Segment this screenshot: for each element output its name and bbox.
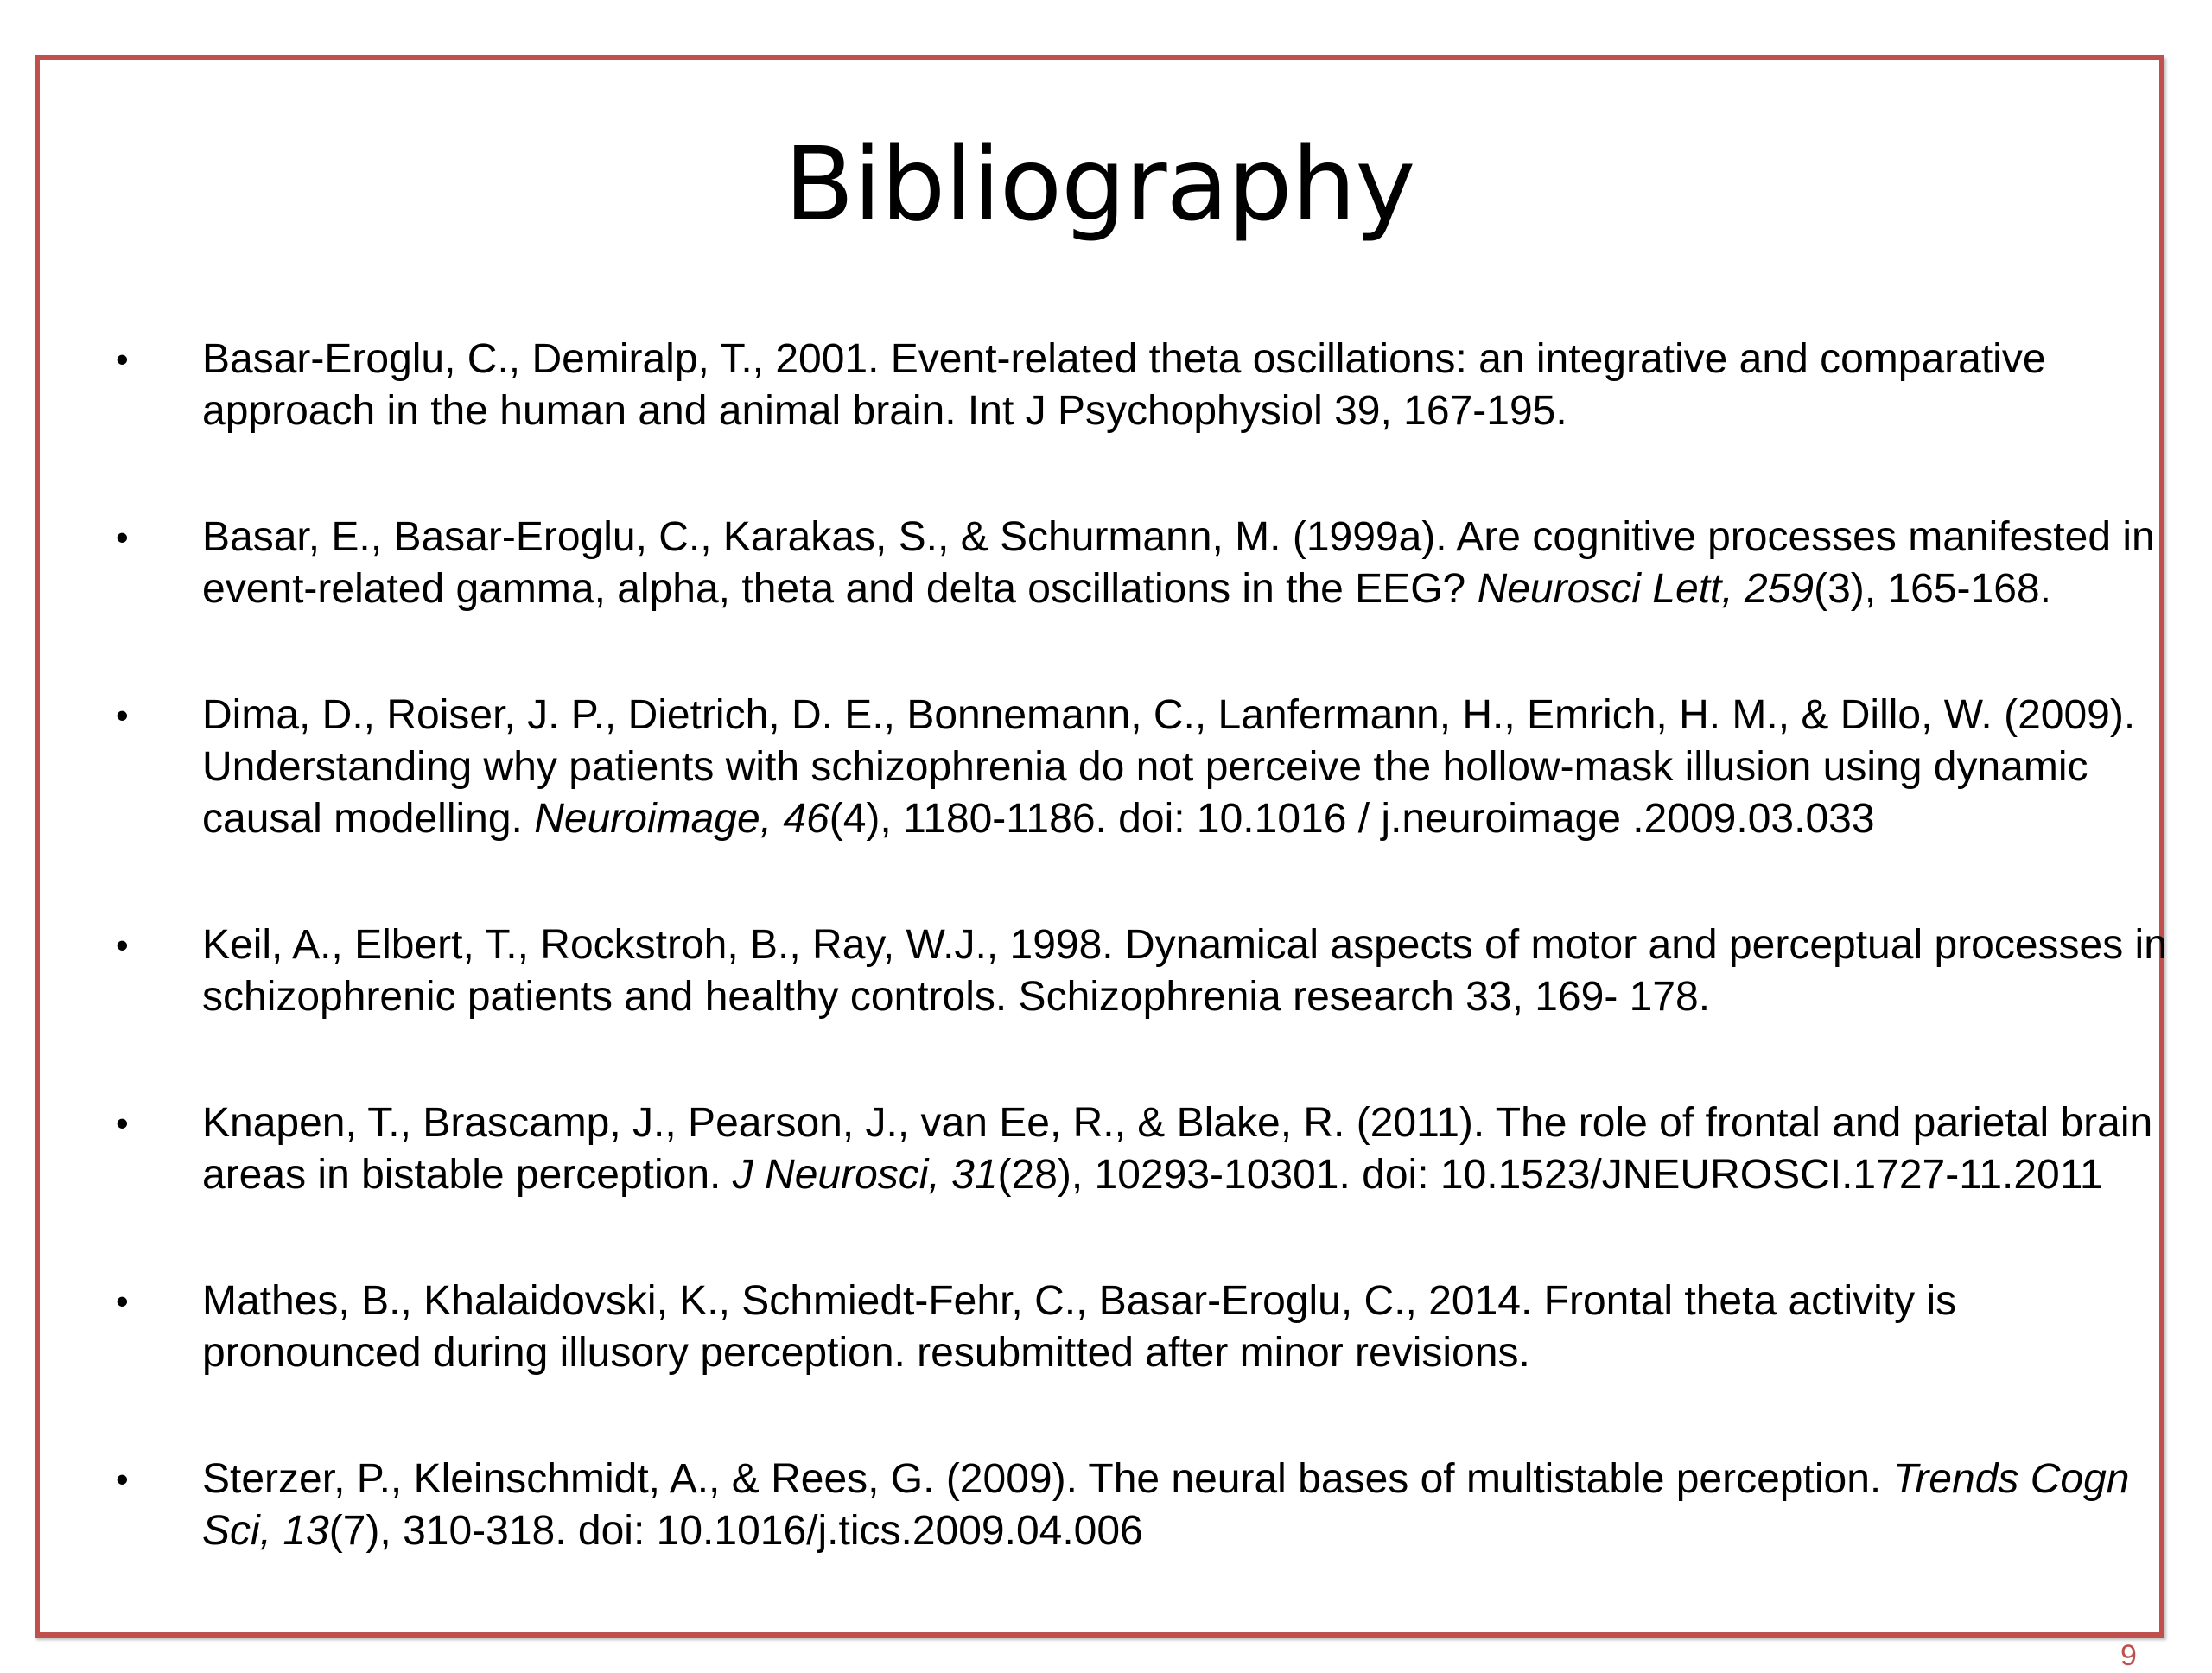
entry-text: Keil, A., Elbert, T., Rockstroh, B., Ray, W.J., 1998. Dynamical aspects of motor and perceptual processes in schizophrenic patients and healthy controls. Schizophrenia research 33, 169- 178. [202,922,2167,1020]
bibliography-entry [109,690,2183,845]
entry-text: Basar-Eroglu, C., Demiralp, T., 2001. Event-related theta oscillations: an integrative and comparative approach in the human and animal brain. Int J Psychophysiol 39, 167-195. [202,336,2046,434]
bibliography-entry [109,1275,2183,1379]
bibliography-list [109,334,2183,1630]
bibliography-entry [109,334,2183,437]
bullet-icon: • [116,925,129,965]
entry-text: Basar, E., Basar-Eroglu, C., Karakas, S., & Schurmann, M. (1999a). Are cognitive processes manifested in event-related gamma, alpha, theta and delta oscillations in the EEG? [202,514,2155,612]
bullet-icon: • [116,339,129,379]
bullet-icon: • [116,1103,129,1143]
bullet-icon: • [116,1281,129,1321]
entry-text: (4), 1180-1186. doi: 10.1016 / j.neuroimage .2009.03.033 [829,796,1875,842]
slide-frame [35,55,2167,1672]
entry-text: Sterzer, P., Kleinschmidt, A., & Rees, G. (2009). The neural bases of multistable perception. [202,1456,1893,1502]
journal-name: J Neurosci, 31 [732,1152,998,1198]
journal-name: Trends Cogn Sci, 13 [202,1456,2130,1554]
bullet-icon: • [116,695,129,735]
slide-title: Bibliography [784,124,1415,244]
entry-text: Mathes, B., Khalaidovski, K., Schmiedt-Fehr, C., Basar-Eroglu, C., 2014. Frontal theta activity is pronounced during illusory perception. resubmitted after minor revisions. [202,1278,1957,1376]
bibliography-entry [109,1454,2183,1557]
entry-text: (28), 10293-10301. doi: 10.1523/JNEUROSCI.1727-11.2011 [997,1152,2103,1198]
entry-text: Dima, D., Roiser, J. P., Dietrich, D. E., Bonnemann, C., Lanfermann, H., Emrich, H. M., & Dillo, W. (2009). Understanding why patients with schizophrenia do not perceive the hollow-mask illusion using dynamic causal modelling. [202,692,2136,842]
page-number: 9 [2120,1639,2137,1672]
journal-name: Neurosci Lett, 259 [1477,566,1815,612]
bibliography-entry [109,919,2183,1023]
entry-text: (3), 165-168. [1814,566,2051,612]
entry-text: (7), 310-318. doi: 10.1016/j.tics.2009.04.006 [328,1508,1143,1554]
bibliography-entry [109,512,2183,615]
bullet-icon: • [116,517,129,557]
entry-text: Knapen, T., Brascamp, J., Pearson, J., van Ee, R., & Blake, R. (2011). The role of frontal and parietal brain areas in bistable perception. [202,1100,2153,1198]
bibliography-entry [109,1097,2183,1201]
journal-name: Neuroimage, 46 [534,796,830,842]
bullet-icon: • [116,1459,129,1499]
